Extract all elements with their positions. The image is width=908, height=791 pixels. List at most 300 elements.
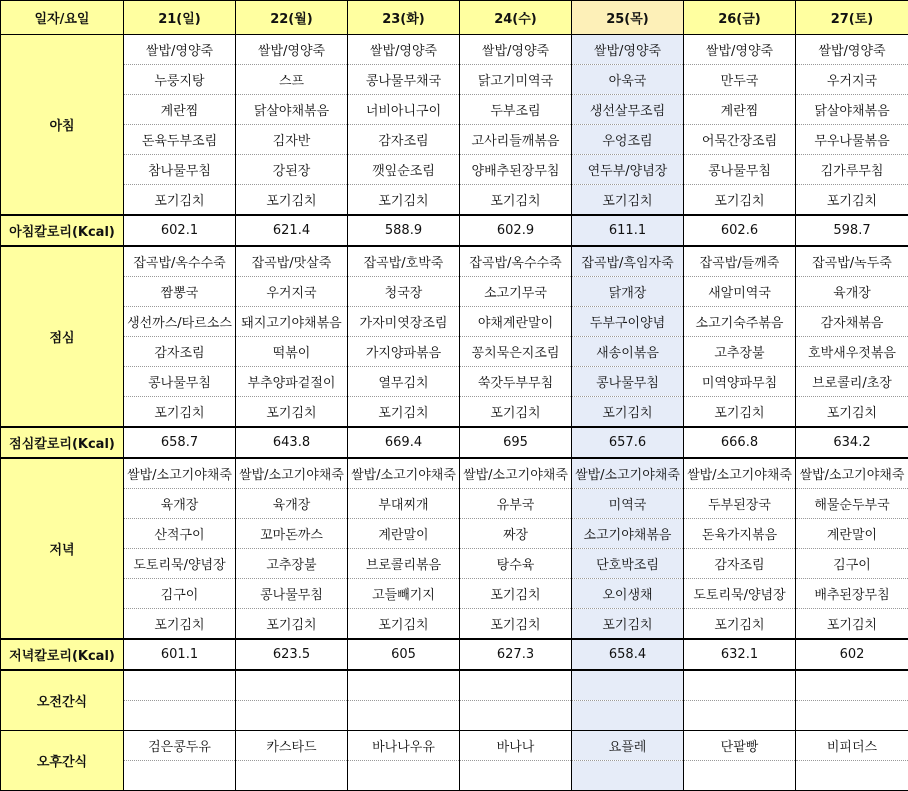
menu-item: 감자채볶음 [796,312,908,331]
menu-cell [124,277,236,307]
menu-item: 잡곡밥/녹두죽 [796,252,908,271]
day-header: 21(일) [124,1,236,35]
menu-item: 포기김치 [124,402,235,421]
menu-cell [572,458,684,489]
menu-item: 포기김치 [460,402,571,421]
menu-cell [348,35,460,65]
table-row [1,458,908,489]
menu-item: 포기김치 [572,614,683,633]
table-row [1,701,908,731]
menu-cell [236,307,348,337]
menu-item: 고사리들깨볶음 [460,130,571,149]
menu-item: 우거지국 [236,282,347,301]
menu-item: 돈육가지볶음 [684,524,795,543]
calorie-value: 621.4 [236,215,348,246]
menu-item: 고추장불 [236,554,347,573]
table-row [1,397,908,428]
menu-cell [572,367,684,397]
menu-item: 쌀밥/영양죽 [124,40,235,59]
menu-cell [236,670,348,701]
table-row [1,125,908,155]
menu-cell [124,337,236,367]
menu-item: 쌀밥/소고기야채죽 [572,464,683,483]
menu-cell [572,65,684,95]
menu-item: 계란말이 [348,524,459,543]
menu-item: 너비아니구이 [348,100,459,119]
menu-cell [236,761,348,791]
calorie-value: 588.9 [348,215,460,246]
calorie-row [1,427,908,458]
menu-cell [460,519,572,549]
menu-cell [348,701,460,731]
menu-item: 계란말이 [796,524,908,543]
menu-item: 쌀밥/영양죽 [684,40,795,59]
menu-cell [572,489,684,519]
menu-cell [572,397,684,428]
calorie-value: 605 [348,639,460,670]
menu-cell [236,609,348,640]
menu-cell [124,549,236,579]
menu-cell [572,731,684,761]
menu-cell [572,246,684,277]
table-row [1,367,908,397]
menu-item: 카스타드 [236,736,347,755]
menu-item: 돼지고기야채볶음 [236,312,347,331]
calorie-row [1,215,908,246]
menu-cell [348,519,460,549]
menu-cell [684,761,796,791]
menu-item: 미역양파무침 [684,372,795,391]
menu-cell [684,519,796,549]
menu-cell [124,609,236,640]
calorie-label: 저녁칼로리(Kcal) [1,639,124,670]
menu-cell [124,155,236,185]
menu-cell [348,489,460,519]
menu-item: 가자미엿장조림 [348,312,459,331]
menu-cell [460,277,572,307]
menu-item: 쌀밥/소고기야채죽 [684,464,795,483]
menu-cell [348,65,460,95]
menu-cell [796,701,908,731]
menu-item: 검은콩두유 [124,736,235,755]
menu-cell [236,519,348,549]
menu-cell [796,609,908,640]
menu-item: 무우나물볶음 [796,130,908,149]
calorie-value: 666.8 [684,427,796,458]
menu-cell [348,397,460,428]
table-row [1,277,908,307]
menu-cell [236,277,348,307]
menu-cell [460,307,572,337]
menu-cell [348,277,460,307]
menu-item: 잡곡밥/옥수수죽 [124,252,235,271]
menu-item: 계란찜 [124,100,235,119]
menu-cell [796,519,908,549]
menu-item: 포기김치 [348,402,459,421]
menu-cell [796,155,908,185]
menu-cell [796,670,908,701]
menu-item: 쌀밥/소고기야채죽 [460,464,571,483]
menu-item: 미역국 [572,494,683,513]
table-row [1,35,908,65]
menu-item: 쌀밥/소고기야채죽 [348,464,459,483]
menu-item: 쌀밥/소고기야채죽 [236,464,347,483]
menu-item: 새송이볶음 [572,342,683,361]
menu-cell [348,579,460,609]
menu-cell [348,458,460,489]
menu-item: 만두국 [684,70,795,89]
menu-cell [124,670,236,701]
menu-cell [572,35,684,65]
menu-cell [124,579,236,609]
menu-item: 두부된장국 [684,494,795,513]
menu-item: 도토리묵/양념장 [684,584,795,603]
menu-cell [684,35,796,65]
menu-cell [348,155,460,185]
menu-cell [796,579,908,609]
menu-item: 포기김치 [236,190,347,209]
header-row [1,1,908,35]
menu-item: 콩나물무침 [236,584,347,603]
meal-label: 점심 [1,246,124,427]
menu-item: 짬뽕국 [124,282,235,301]
menu-cell [796,489,908,519]
header-corner: 일자/요일 [1,1,124,35]
menu-cell [124,458,236,489]
menu-item: 호박새우젓볶음 [796,342,908,361]
menu-cell [236,65,348,95]
menu-cell [460,761,572,791]
menu-item: 유부국 [460,494,571,513]
menu-cell [124,35,236,65]
menu-cell [796,277,908,307]
menu-item: 육개장 [236,494,347,513]
menu-item: 감자조림 [348,130,459,149]
menu-item: 부추양파겉절이 [236,372,347,391]
menu-item: 아욱국 [572,70,683,89]
menu-item: 포기김치 [796,614,908,633]
menu-cell [460,609,572,640]
menu-cell [124,519,236,549]
menu-item: 스프 [236,70,347,89]
menu-cell [236,458,348,489]
menu-cell [124,185,236,216]
table-row [1,549,908,579]
menu-cell [460,549,572,579]
menu-cell [236,95,348,125]
menu-item: 오이생채 [572,584,683,603]
menu-item: 꽁치묵은지조림 [460,342,571,361]
menu-item: 열무김치 [348,372,459,391]
menu-cell [684,125,796,155]
calorie-label: 점심칼로리(Kcal) [1,427,124,458]
menu-item: 떡볶이 [236,342,347,361]
calorie-value: 602.1 [124,215,236,246]
menu-item: 포기김치 [236,402,347,421]
menu-cell [236,397,348,428]
menu-item: 생선살무조림 [572,100,683,119]
table-row [1,519,908,549]
menu-cell [348,125,460,155]
menu-item: 포기김치 [684,402,795,421]
menu-item: 바나나 [460,736,571,755]
meal-label: 오전간식 [1,670,124,731]
table-row [1,670,908,701]
menu-cell [124,731,236,761]
calorie-row [1,639,908,670]
menu-item: 닭살야채볶음 [236,100,347,119]
menu-item: 생선까스/타르소스 [124,312,235,331]
menu-item: 두부조림 [460,100,571,119]
menu-cell [348,731,460,761]
menu-item: 잡곡밥/호박죽 [348,252,459,271]
menu-item: 계란찜 [684,100,795,119]
menu-cell [796,246,908,277]
menu-cell [796,35,908,65]
menu-item: 강된장 [236,160,347,179]
menu-item: 포기김치 [348,190,459,209]
menu-item: 배추된장무침 [796,584,908,603]
table-row [1,761,908,791]
menu-item: 포기김치 [796,402,908,421]
menu-item: 콩나물무채국 [348,70,459,89]
menu-cell [348,185,460,216]
menu-cell [796,337,908,367]
meal-label: 저녁 [1,458,124,639]
menu-cell [236,579,348,609]
menu-cell [684,397,796,428]
day-header: 24(수) [460,1,572,35]
menu-item: 감자조림 [124,342,235,361]
menu-cell [572,155,684,185]
menu-cell [460,185,572,216]
menu-item: 콩나물무침 [124,372,235,391]
calorie-value: 602 [796,639,908,670]
menu-item: 포기김치 [684,614,795,633]
menu-cell [572,185,684,216]
menu-cell [236,35,348,65]
menu-cell [236,246,348,277]
menu-item: 포기김치 [460,190,571,209]
menu-cell [124,95,236,125]
menu-cell [796,549,908,579]
menu-cell [684,458,796,489]
menu-cell [460,65,572,95]
menu-cell [684,701,796,731]
menu-item: 짜장 [460,524,571,543]
menu-cell [460,458,572,489]
menu-cell [460,155,572,185]
menu-item: 콩나물무침 [684,160,795,179]
menu-item: 포기김치 [572,190,683,209]
calorie-value: 598.7 [796,215,908,246]
table-row [1,609,908,640]
menu-item: 고추장불 [684,342,795,361]
menu-item: 쌀밥/영양죽 [236,40,347,59]
calorie-value: 657.6 [572,427,684,458]
menu-cell [684,367,796,397]
menu-item: 단팥빵 [684,736,795,755]
menu-cell [348,670,460,701]
day-header: 26(금) [684,1,796,35]
menu-cell [460,397,572,428]
menu-cell [796,731,908,761]
table-row [1,579,908,609]
menu-cell [796,761,908,791]
menu-item: 잡곡밥/맛살죽 [236,252,347,271]
menu-item: 포기김치 [236,614,347,633]
menu-cell [124,125,236,155]
menu-cell [572,307,684,337]
menu-item: 포기김치 [572,402,683,421]
menu-item: 감자조림 [684,554,795,573]
menu-item: 잡곡밥/옥수수죽 [460,252,571,271]
menu-item: 누룽지탕 [124,70,235,89]
menu-item: 탕수육 [460,554,571,573]
calorie-value: 643.8 [236,427,348,458]
menu-cell [684,579,796,609]
menu-item: 쌀밥/소고기야채죽 [124,464,235,483]
calorie-value: 632.1 [684,639,796,670]
menu-cell [572,277,684,307]
menu-cell [572,579,684,609]
menu-cell [796,65,908,95]
menu-item: 브로콜리볶음 [348,554,459,573]
menu-cell [348,609,460,640]
menu-cell [572,519,684,549]
menu-item: 소고기숙주볶음 [684,312,795,331]
menu-cell [572,125,684,155]
menu-cell [796,307,908,337]
menu-cell [796,185,908,216]
menu-cell [684,185,796,216]
menu-cell [124,701,236,731]
day-header: 22(월) [236,1,348,35]
menu-cell [572,337,684,367]
menu-cell [460,125,572,155]
calorie-value: 602.9 [460,215,572,246]
table-row [1,489,908,519]
menu-cell [460,35,572,65]
menu-item: 비피더스 [796,736,908,755]
menu-cell [348,367,460,397]
menu-item: 포기김치 [684,190,795,209]
menu-item: 우거지국 [796,70,908,89]
menu-cell [460,701,572,731]
calorie-value: 623.5 [236,639,348,670]
menu-cell [684,609,796,640]
menu-cell [348,95,460,125]
menu-cell [684,489,796,519]
menu-cell [684,95,796,125]
table-row [1,307,908,337]
menu-item: 김가루무침 [796,160,908,179]
menu-cell [236,549,348,579]
calorie-value: 695 [460,427,572,458]
menu-item: 새알미역국 [684,282,795,301]
table-row [1,731,908,761]
menu-cell [460,579,572,609]
menu-cell [684,337,796,367]
menu-item: 양배추된장무침 [460,160,571,179]
menu-cell [236,367,348,397]
menu-item: 쌀밥/영양죽 [796,40,908,59]
menu-cell [348,307,460,337]
menu-cell [236,185,348,216]
menu-item: 꼬마돈까스 [236,524,347,543]
menu-cell [572,95,684,125]
menu-item: 청국장 [348,282,459,301]
menu-item: 잡곡밥/들깨죽 [684,252,795,271]
menu-cell [572,701,684,731]
table-row [1,246,908,277]
table-row [1,65,908,95]
calorie-value: 611.1 [572,215,684,246]
menu-cell [236,337,348,367]
calorie-value: 658.4 [572,639,684,670]
calorie-value: 658.7 [124,427,236,458]
menu-cell [348,549,460,579]
menu-item: 콩나물무침 [572,372,683,391]
menu-item: 두부구이양념 [572,312,683,331]
menu-item: 참나물무침 [124,160,235,179]
menu-cell [124,367,236,397]
calorie-value: 601.1 [124,639,236,670]
meal-label: 오후간식 [1,731,124,791]
menu-item: 소고기무국 [460,282,571,301]
menu-item: 쌀밥/영양죽 [460,40,571,59]
menu-item: 요플레 [572,736,683,755]
menu-item: 깻잎순조림 [348,160,459,179]
day-header: 23(화) [348,1,460,35]
menu-item: 쌀밥/영양죽 [348,40,459,59]
table-row [1,95,908,125]
menu-cell [796,95,908,125]
menu-cell [460,489,572,519]
menu-cell [796,397,908,428]
menu-cell [684,155,796,185]
menu-item: 닭개장 [572,282,683,301]
menu-item: 포기김치 [796,190,908,209]
menu-item: 바나나우유 [348,736,459,755]
menu-cell [460,367,572,397]
menu-cell [236,155,348,185]
menu-item: 고들빼기지 [348,584,459,603]
menu-item: 포기김치 [348,614,459,633]
menu-cell [348,337,460,367]
menu-item: 해물순두부국 [796,494,908,513]
menu-item: 가지양파볶음 [348,342,459,361]
menu-cell [572,609,684,640]
menu-cell [796,458,908,489]
table-row [1,155,908,185]
menu-item: 어묵간장조림 [684,130,795,149]
menu-item: 쑥갓두부무침 [460,372,571,391]
menu-cell [572,670,684,701]
menu-item: 돈육두부조림 [124,130,235,149]
menu-cell [684,731,796,761]
menu-item: 포기김치 [460,584,571,603]
menu-item: 우엉조림 [572,130,683,149]
menu-item: 닭살야채볶음 [796,100,908,119]
menu-item: 단호박조림 [572,554,683,573]
menu-item: 쌀밥/소고기야채죽 [796,464,908,483]
menu-cell [572,549,684,579]
menu-cell [124,307,236,337]
menu-item: 부대찌개 [348,494,459,513]
table-body [1,35,908,791]
calorie-value: 602.6 [684,215,796,246]
